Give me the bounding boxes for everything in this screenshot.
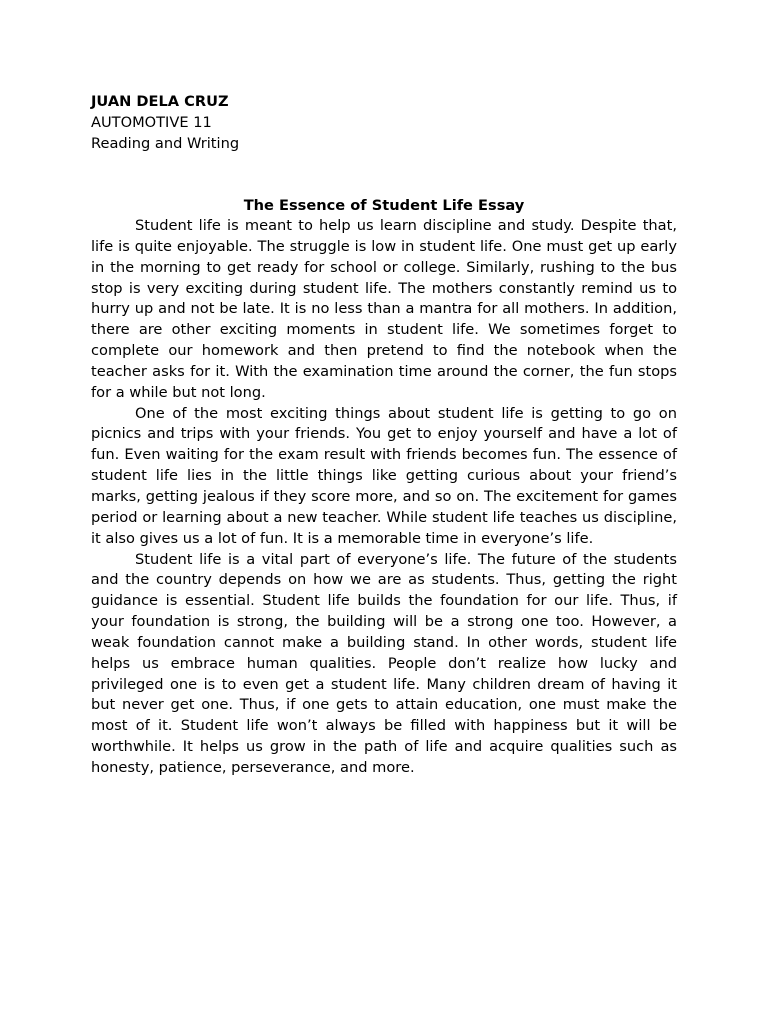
essay-paragraph-3: Student life is a vital part of everyone’s life. The future of the students and the country depends on how we are as students. Thus, getting the right guidance is essential. Student life builds the foundation for our life. Thus, if your foundation is strong, the building will be a strong one too. However, a weak foundation cannot make a building stand. In other words, student life helps us embrace human qualities. People don’t realize how lucky and privileged one is to even get a student life. Many children dream of having it but never get one. Thus, if one gets to attain education, one must make the most of it. Student life won’t always be filled with happiness but it will be worthwhile. It helps us grow in the path of life and acquire qualities such as honesty, patience, perseverance, and more. [91, 550, 677, 776]
essay-paragraph-2: One of the most exciting things about student life is getting to go on picnics and trips with your friends. You get to enjoy yourself and have a lot of fun. Even waiting for the exam result with friends becomes fun. The essence of student life lies in the little things like getting curious about your friend’s marks, getting jealous if they score more, and so on. The excitement for games period or learning about a new teacher. While student life teaches us discipline, it also gives us a lot of fun. It is a memorable time in everyone’s life. [91, 404, 677, 547]
essay-body [91, 216, 677, 779]
essay-title: The Essence of Student Life Essay [243, 197, 525, 214]
author-name: JUAN DELA CRUZ [91, 93, 229, 110]
document-page [91, 91, 677, 776]
subject-name: Reading and Writing [91, 135, 240, 152]
essay-paragraph-1: Student life is meant to help us learn discipline and study. Despite that, life is quite enjoyable. The struggle is low in student life. One must get up early in the morning to get ready for school or college. Similarly, rushing to the bus stop is very exciting during student life. The mothers constantly remind us to hurry up and not be late. It is no less than a mantra for all mothers. In addition, there are other exciting moments in student life. We sometimes forget to complete our homework and then pretend to find the notebook when the teacher asks for it. With the examination time around the corner, the fun stops for a while but not long. [91, 217, 677, 401]
section-name: AUTOMOTIVE 11 [91, 114, 212, 131]
